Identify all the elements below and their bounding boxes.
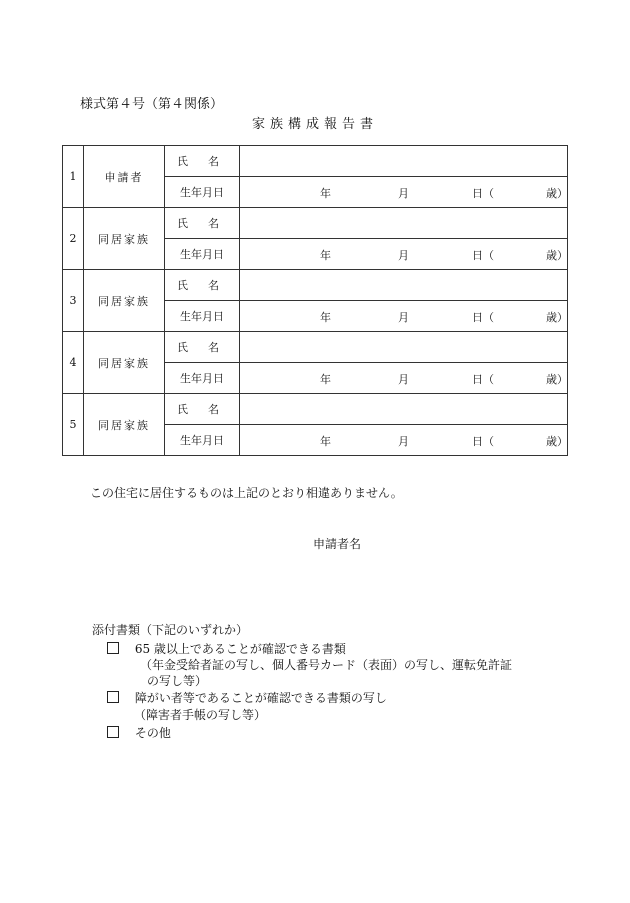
attachment-note: の写し等）	[147, 674, 208, 688]
name-label: 氏名	[165, 332, 240, 363]
month-unit: 月	[398, 373, 409, 386]
name-label: 氏名	[165, 208, 240, 239]
name-field[interactable]	[240, 394, 568, 425]
document-title: 家族構成報告書	[251, 117, 378, 132]
row-number: 4	[63, 332, 84, 394]
name-field[interactable]	[240, 332, 568, 363]
month-unit: 月	[398, 311, 409, 324]
age-unit: 歳）	[546, 249, 568, 262]
age-unit: 歳）	[546, 435, 568, 448]
birthdate-label: 生年月日	[165, 301, 240, 332]
attachment-label: その他	[134, 726, 171, 740]
row-role: 同居家族	[84, 394, 165, 456]
year-unit: 年	[320, 187, 331, 200]
table-row	[63, 146, 568, 177]
row-role: 申請者	[84, 146, 165, 208]
table-row	[63, 332, 568, 363]
name-field[interactable]	[240, 208, 568, 239]
attachment-note: （障害者手帳の写し等）	[134, 708, 267, 722]
year-unit: 年	[320, 435, 331, 448]
attachment-label: 65 歳以上であることが確認できる書類	[134, 642, 346, 656]
checkbox[interactable]	[107, 691, 119, 703]
year-unit: 年	[320, 249, 331, 262]
month-unit: 月	[398, 435, 409, 448]
family-table	[62, 145, 568, 456]
age-unit: 歳）	[546, 311, 568, 324]
birthdate-field[interactable]	[240, 425, 568, 456]
month-unit: 月	[398, 249, 409, 262]
birthdate-label: 生年月日	[165, 363, 240, 394]
table-row	[63, 394, 568, 425]
age-unit: 歳）	[546, 373, 568, 386]
birthdate-field[interactable]	[240, 177, 568, 208]
attachment-note: （年金受給者証の写し、個人番号カード（表面）の写し、運転免許証	[140, 658, 513, 672]
attachments-heading: 添付書類（下記のいずれか）	[92, 623, 249, 637]
row-role: 同居家族	[84, 332, 165, 394]
attachment-item-age[interactable]	[107, 640, 346, 657]
age-unit: 歳）	[546, 187, 568, 200]
row-role: 同居家族	[84, 208, 165, 270]
birthdate-field[interactable]	[240, 301, 568, 332]
year-unit: 年	[320, 311, 331, 324]
name-label: 氏名	[165, 394, 240, 425]
checkbox[interactable]	[107, 726, 119, 738]
birthdate-field[interactable]	[240, 363, 568, 394]
form-number: 様式第４号（第４関係）	[80, 97, 224, 112]
name-field[interactable]	[240, 270, 568, 301]
table-row	[63, 270, 568, 301]
month-unit: 月	[398, 187, 409, 200]
day-unit: 日（	[472, 373, 494, 386]
name-field[interactable]	[240, 146, 568, 177]
attachment-item-disability[interactable]	[107, 689, 387, 706]
day-unit: 日（	[472, 435, 494, 448]
name-label: 氏名	[165, 270, 240, 301]
day-unit: 日（	[472, 249, 494, 262]
year-unit: 年	[320, 373, 331, 386]
attachment-label: 障がい者等であることが確認できる書類の写し	[134, 691, 387, 705]
row-number: 1	[63, 146, 84, 208]
birthdate-label: 生年月日	[165, 239, 240, 270]
day-unit: 日（	[472, 311, 494, 324]
day-unit: 日（	[472, 187, 494, 200]
row-number: 3	[63, 270, 84, 332]
table-row	[63, 208, 568, 239]
attachment-item-other[interactable]	[107, 724, 171, 741]
row-number: 2	[63, 208, 84, 270]
declaration-text: この住宅に居住するものは上記のとおり相違ありません。	[90, 486, 403, 500]
row-role: 同居家族	[84, 270, 165, 332]
row-number: 5	[63, 394, 84, 456]
birthdate-label: 生年月日	[165, 425, 240, 456]
applicant-name-label: 申請者名	[313, 537, 362, 551]
birthdate-field[interactable]	[240, 239, 568, 270]
checkbox[interactable]	[107, 642, 119, 654]
birthdate-label: 生年月日	[165, 177, 240, 208]
name-label: 氏名	[165, 146, 240, 177]
